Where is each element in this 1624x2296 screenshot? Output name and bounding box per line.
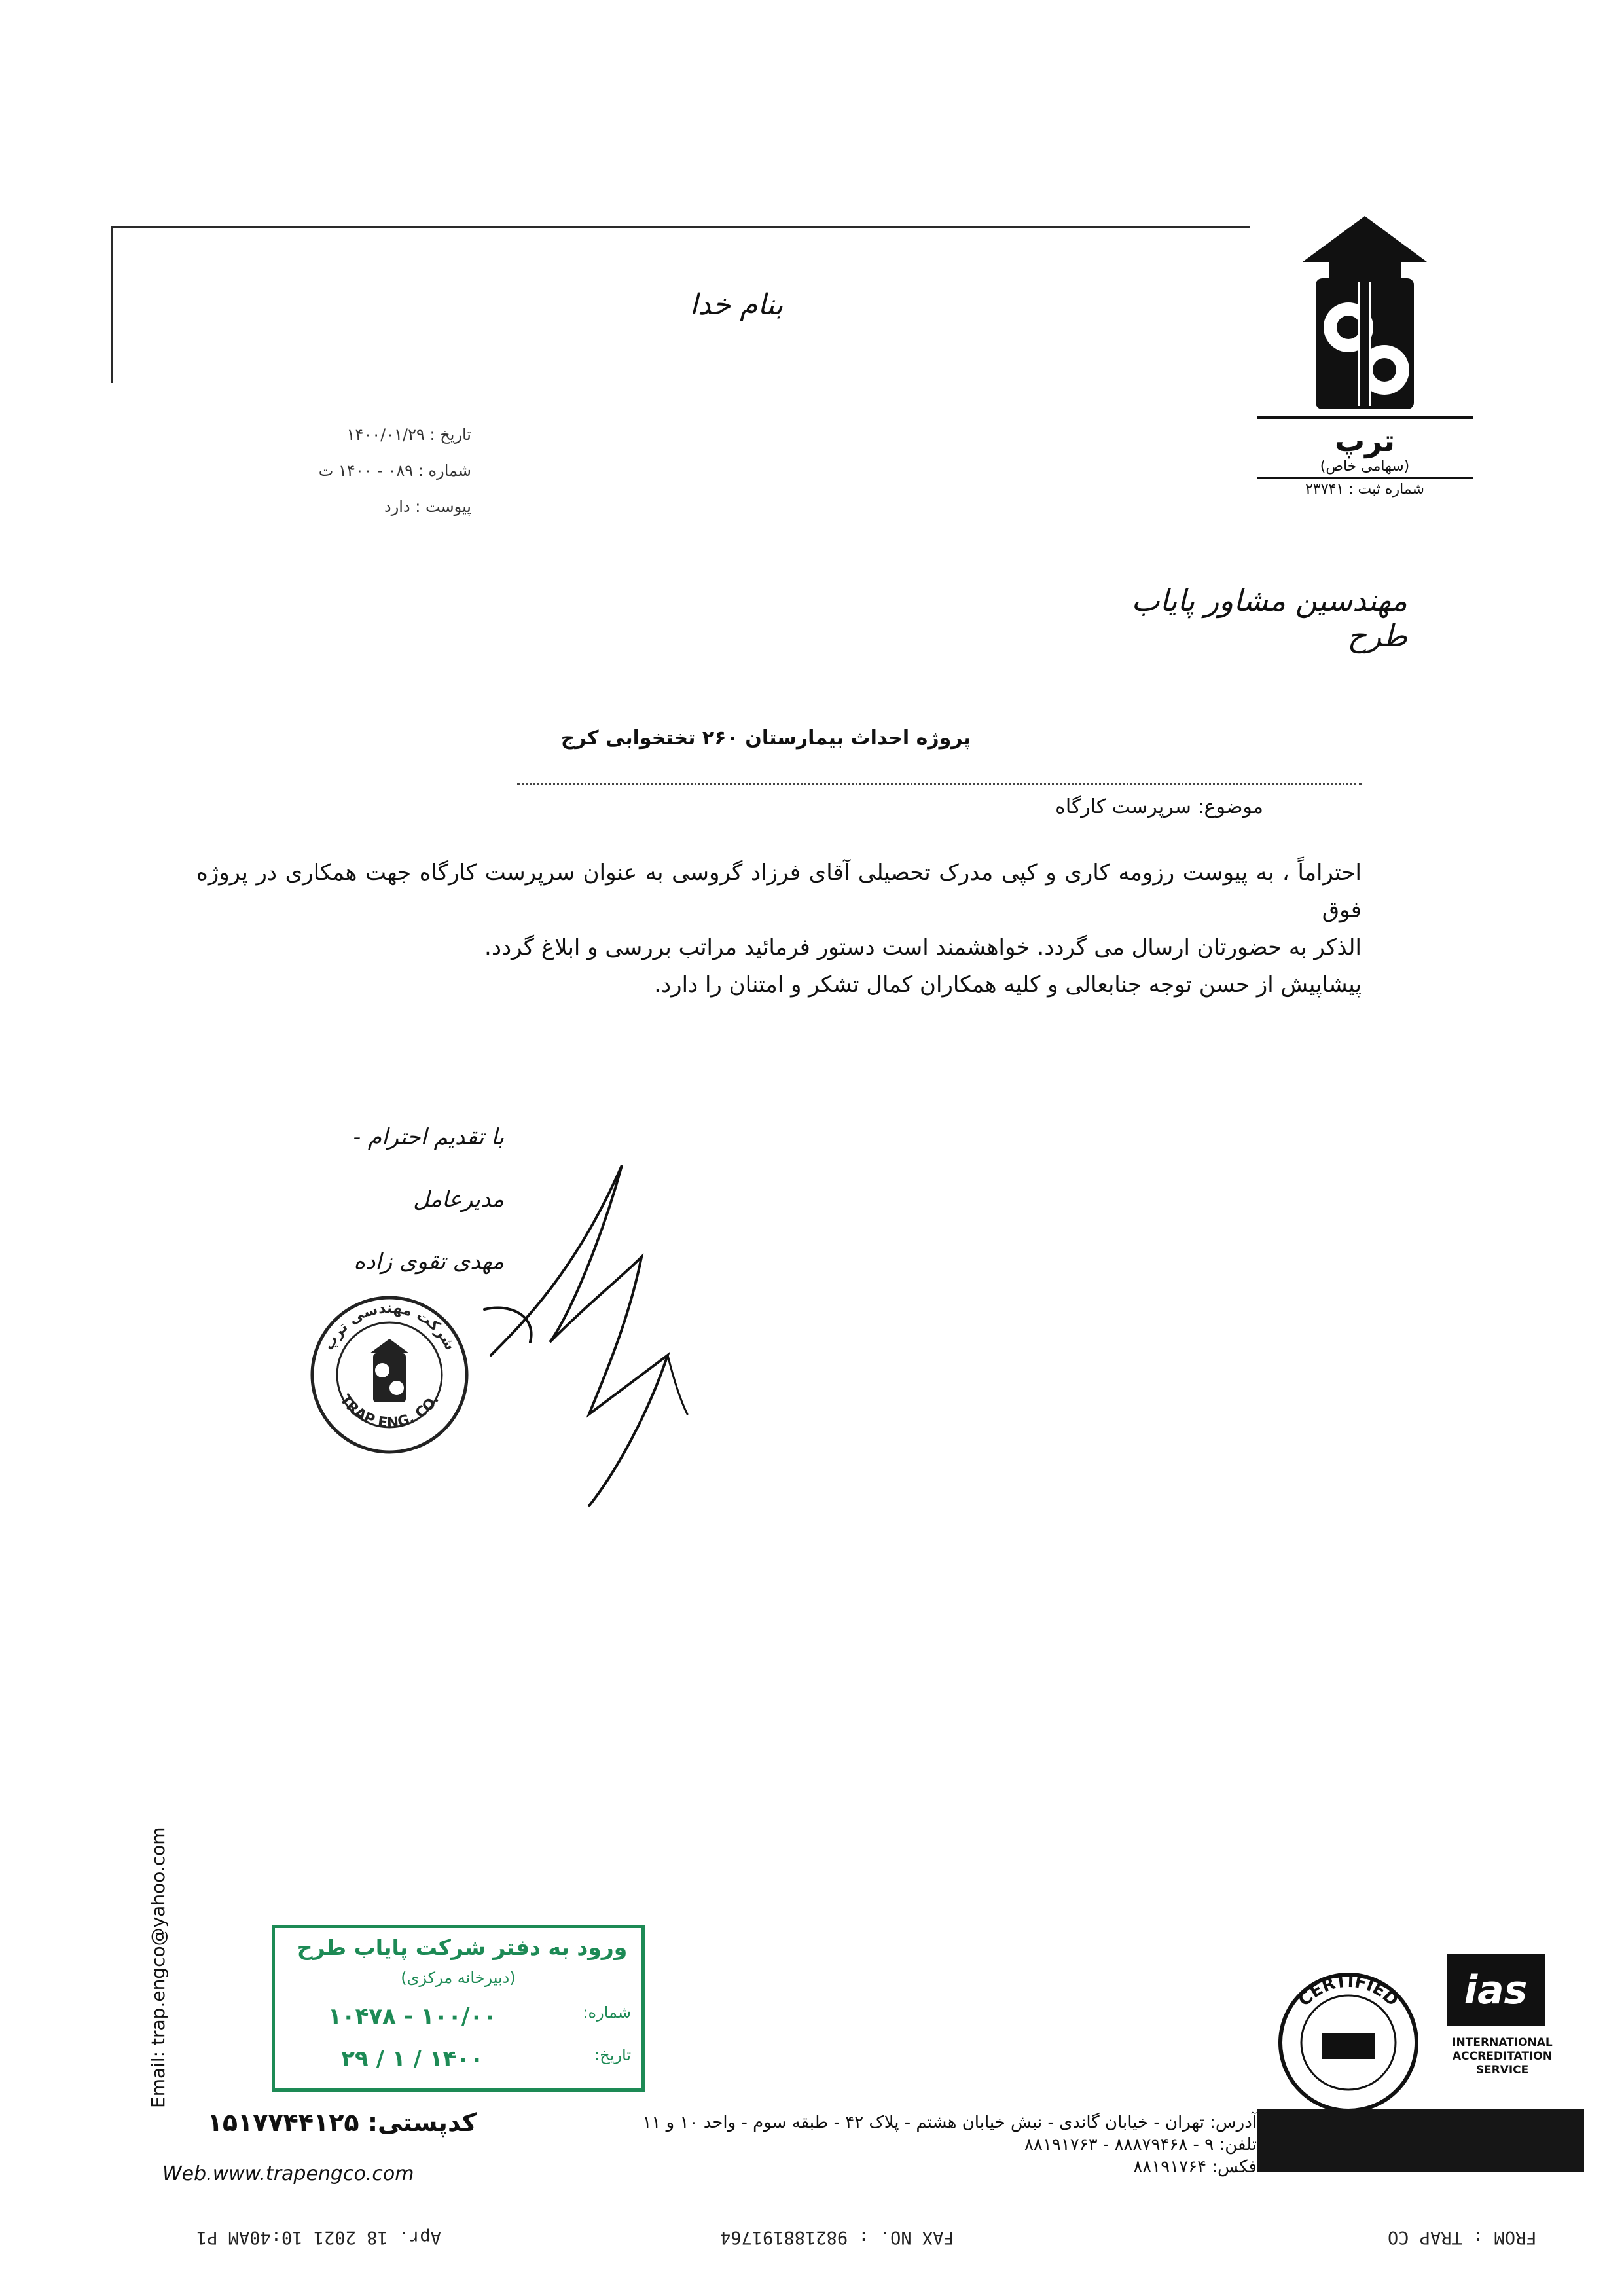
phone-line: تلفن: ۹ - ۸۸۸۷۹۴۶۸ - ۸۸۱۹۱۷۶۳ <box>1024 2135 1257 2155</box>
letter-number: شماره : ۰۸۹ - ۱۴۰۰ ت <box>318 462 471 480</box>
body-line: الذکر به حضورتان ارسال می گردد. خواهشمند است دستور فرمائید مراتب بررسی و ابلاغ گردد. <box>484 934 1362 960</box>
letter-body <box>196 854 1362 1004</box>
receipt-number-value: ۱۰۰/۰۰ - ۱۰۴۷۸ <box>328 2003 497 2030</box>
seal-bottom-text: TRAP ENG. CO. <box>336 1391 443 1432</box>
letter-date: تاریخ : ۱۴۰۰/۰۱/۲۹ <box>346 426 471 444</box>
fax-datetime: Apr. 18 2021 10:40AM P1 <box>196 2227 441 2248</box>
receipt-stamp-subtitle: (دبیرخانه مرکزی) <box>401 1969 516 1987</box>
registration-number: شماره ثبت : ۲۳۷۴۱ <box>1257 477 1473 498</box>
letterhead-rule <box>111 226 1250 228</box>
letterhead-side-rule <box>111 226 113 383</box>
company-email: Email: trap.engco@yahoo.com <box>147 1827 169 2108</box>
trap-logo-icon <box>1296 216 1434 412</box>
ias-logo: ias <box>1447 1954 1545 2026</box>
receipt-stamp <box>272 1925 645 2092</box>
certified-seal <box>1276 1971 1420 2115</box>
certified-seal-text: CERTIFIED <box>1294 1971 1402 2011</box>
redaction-block <box>1257 2109 1584 2172</box>
company-type: (سهامی خاص) <box>1320 458 1410 475</box>
company-name: ترپ <box>1257 416 1473 458</box>
postal-code: کدپستی: ۱۵۱۷۷۴۴۱۲۵ <box>207 2108 477 2137</box>
body-line: پیشاپیش از حسن توجه جنابعالی و کلیه همکاران کمال تشکر و امتنان را دارد. <box>654 972 1362 998</box>
fax-number: FAX NO. : 982188191764 <box>720 2227 954 2248</box>
company-logo <box>1257 216 1473 498</box>
recipient: مهندسین مشاور پایاب طرح <box>1131 583 1407 653</box>
fax-from: FROM : TRAP CO <box>1388 2227 1537 2248</box>
closing-block <box>281 1106 504 1293</box>
company-website: Web.www.trapengco.com <box>162 2162 414 2185</box>
address-line: آدرس: تهران - خیابان گاندی - نبش خیابان هشتم - پلاک ۴۲ - طبقه سوم - واحد ۱۰ و ۱۱ <box>642 2113 1257 2132</box>
fax-transmission-header <box>196 2227 1584 2253</box>
subject-line: موضوع: سرپرست کارگاه <box>1055 795 1263 818</box>
svg-text:CERTIFIED <box>1295 1972 1402 2011</box>
company-seal-stamp <box>308 1293 471 1457</box>
signatory-name: مهدی تقوی زاده <box>353 1248 504 1275</box>
basmala: بنام خدا <box>689 288 784 321</box>
seal-top-text: شرکت مهندسی ترپ <box>320 1300 459 1353</box>
company-address <box>537 2111 1257 2178</box>
project-title: پروژه احداث بیمارستان ۲۶۰ تختخوابی کرج <box>560 727 971 750</box>
handwritten-signature <box>471 1106 825 1512</box>
receipt-date-value: ۱۴۰۰ / ۱ / ۲۹ <box>341 2046 484 2072</box>
seal-building-icon <box>1322 2033 1375 2059</box>
body-line: احتراماً ، به پیوست رزومه کاری و کپی مدرک تحصیلی آقای فرزاد گروسی به عنوان سرپرست کارگاه جهت همکاری در پروژه فوق <box>196 860 1362 923</box>
ias-caption: INTERNATIONAL ACCREDITATION SERVICE <box>1452 2036 1553 2077</box>
receipt-stamp-title: ورود به دفتر شرکت پایاب طرح <box>297 1935 628 1960</box>
closing-regards: با تقدیم احترام - مدیرعامل <box>353 1124 504 1212</box>
fax-number-line: فکس: ۸۸۱۹۱۷۶۴ <box>1133 2157 1257 2177</box>
receipt-number-label: شماره: <box>583 2003 631 2022</box>
seal-logo-icon <box>370 1339 409 1402</box>
letter-attachment: پیوست : دارد <box>384 498 471 516</box>
dotted-separator <box>517 783 1362 785</box>
receipt-date-label: تاریخ: <box>594 2046 631 2064</box>
